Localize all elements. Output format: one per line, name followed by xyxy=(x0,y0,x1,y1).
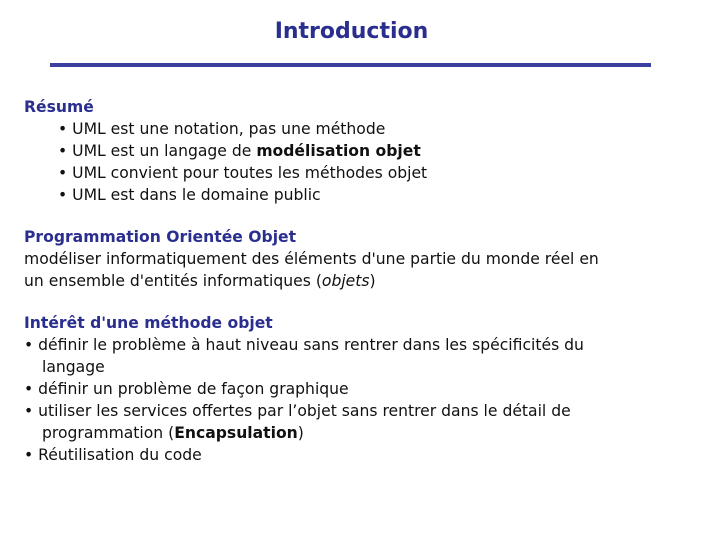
interet-bullet: • Réutilisation du code xyxy=(24,446,202,464)
poo-text-line xyxy=(24,270,704,292)
interet-bullet: • définir le problème à haut niveau sans rentrer dans les spécificités du xyxy=(24,336,584,354)
interet-text: programmation ( xyxy=(42,424,175,442)
resume-bullet: • UML est dans le domaine public xyxy=(58,186,321,204)
interet-bullet: • définir un problème de façon graphique xyxy=(24,380,349,398)
interet-bullet-continuation xyxy=(24,422,704,444)
slide-title: Introduction xyxy=(274,19,429,44)
poo-text: ) xyxy=(369,272,376,290)
encapsulation-term: Encapsulation xyxy=(174,424,298,442)
interet-bullet-continuation: langage xyxy=(42,358,105,376)
title-underline xyxy=(50,63,651,67)
resume-bullet-text: • UML est un langage de xyxy=(58,142,257,160)
slide-content xyxy=(24,96,704,466)
resume-bullet xyxy=(24,140,704,162)
interet-text: ) xyxy=(297,424,304,442)
poo-heading: Programmation Orientée Objet xyxy=(24,228,297,246)
poo-text-line: modéliser informatiquement des éléments d'une partie du monde réel en xyxy=(24,250,599,268)
resume-bullet-emphasis: modélisation objet xyxy=(256,142,421,160)
resume-bullet: • UML convient pour toutes les méthodes objet xyxy=(58,164,428,182)
poo-italic-word: objets xyxy=(321,272,370,290)
interet-heading: Intérêt d'une méthode objet xyxy=(24,314,273,332)
interet-bullet: • utiliser les services offertes par l’objet sans rentrer dans le détail de xyxy=(24,402,571,420)
poo-text: un ensemble d'entités informatiques ( xyxy=(24,272,322,290)
resume-heading: Résumé xyxy=(24,98,94,116)
resume-bullet: • UML est une notation, pas une méthode xyxy=(58,120,386,138)
